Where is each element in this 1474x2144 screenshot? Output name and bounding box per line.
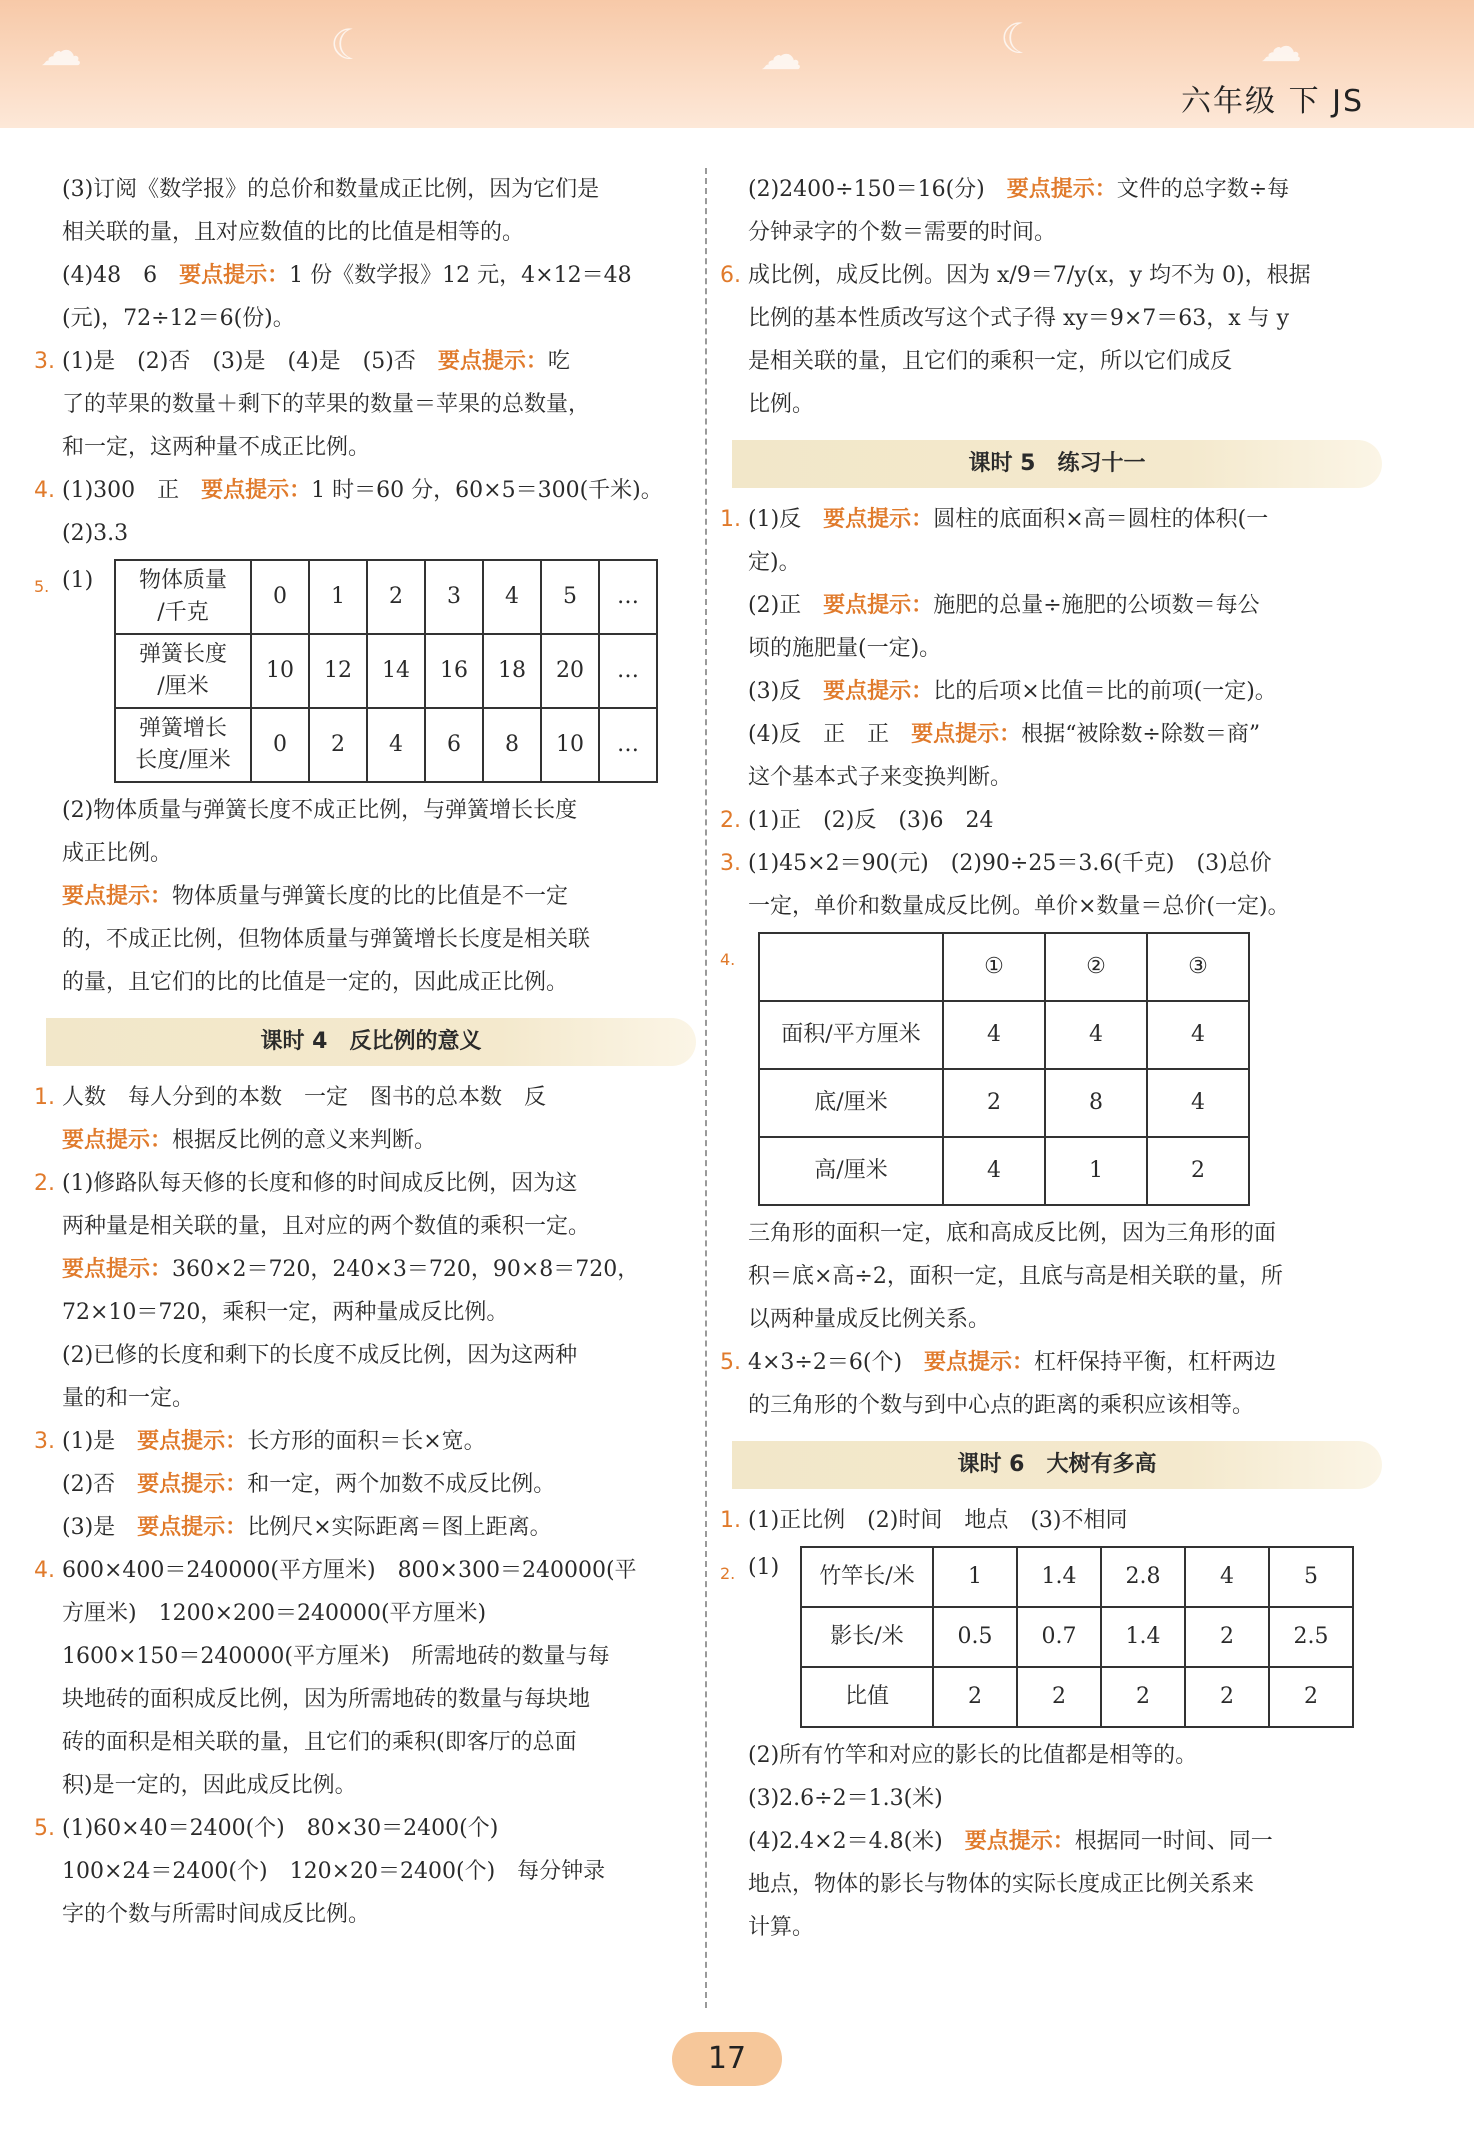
text-line: 以两种量成反比例关系。 <box>748 1307 991 1332</box>
text-line: 一定，单价和数量成反比例。单价×数量＝总价(一定)。 <box>748 894 1290 919</box>
table-cell: 高/厘米 <box>759 1137 943 1205</box>
table-cell: 4 <box>1147 1069 1249 1137</box>
table-cell: 18 <box>483 634 541 708</box>
text-line: 量的和一定。 <box>62 1386 195 1411</box>
right-column <box>720 168 1400 1949</box>
table-cell: 2 <box>1269 1667 1353 1727</box>
table-row <box>759 1137 1249 1205</box>
table-cell: 4 <box>1185 1547 1269 1607</box>
table-row <box>759 1069 1249 1137</box>
table-row <box>801 1667 1353 1727</box>
table-cell: 14 <box>367 634 425 708</box>
text-line: 这个基本式子来变换判断。 <box>748 765 1013 790</box>
question-1: 1. (1)反 要点提示：圆柱的底面积×高＝圆柱的体积(一 <box>720 507 1269 532</box>
question-2: 2. (1)正 (2)反 (3)6 24 <box>720 808 994 833</box>
table-cell: 2.8 <box>1101 1547 1185 1607</box>
text-line: 定)。 <box>748 550 801 575</box>
text-line: 方厘米) 1200×200＝240000(平方厘米) <box>62 1601 487 1626</box>
question-1: 1. 人数 每人分到的本数 一定 图书的总本数 反 <box>34 1085 547 1110</box>
text-line: 是相关联的量，且它们的乘积一定，所以它们成反 <box>748 349 1233 374</box>
table-cell <box>759 933 943 1001</box>
table-cell: 2 <box>1185 1667 1269 1727</box>
question-5: 5. 4×3÷2＝6(个) 要点提示：杠杆保持平衡，杠杆两边 <box>720 1350 1277 1375</box>
table-cell: 比值 <box>801 1667 933 1727</box>
table-cell: 0 <box>251 708 309 782</box>
table-cell: 1 <box>309 560 367 634</box>
text-line: 要点提示：物体质量与弹簧长度的比的比值是不一定 <box>62 884 569 909</box>
table-cell: 10 <box>251 634 309 708</box>
section-lesson-4: 课时 4 反比例的意义 <box>46 1018 696 1066</box>
text-line: 分钟录字的个数＝需要的时间。 <box>748 220 1057 245</box>
table-cell: ② <box>1045 933 1147 1001</box>
question-3: 3. (1)是 (2)否 (3)是 (4)是 (5)否 要点提示：吃 <box>34 349 570 374</box>
cloud-icon: ☁ <box>40 26 82 75</box>
table-cell: 8 <box>1045 1069 1147 1137</box>
text-line: 72×10＝720，乘积一定，两种量成反比例。 <box>62 1300 509 1325</box>
table-row <box>115 708 657 782</box>
text-line: (2)正 要点提示：施肥的总量÷施肥的公顷数＝每公 <box>748 593 1260 618</box>
moon-icon: ☾ <box>330 20 368 69</box>
section-lesson-6: 课时 6 大树有多高 <box>732 1441 1382 1489</box>
table-cell: 4 <box>943 1001 1045 1069</box>
question-3: 3. (1)是 要点提示：长方形的面积＝长×宽。 <box>34 1429 486 1454</box>
text-line: (2)物体质量与弹簧长度不成正比例，与弹簧增长长度 <box>62 798 578 823</box>
table-cell: 2 <box>309 708 367 782</box>
table-row <box>115 560 657 634</box>
triangle-table <box>758 932 1250 1206</box>
table-cell: 5 <box>541 560 599 634</box>
table-cell: … <box>599 708 657 782</box>
table-cell: 1.4 <box>1101 1607 1185 1667</box>
table-cell: 4 <box>483 560 541 634</box>
table-cell: 2 <box>1147 1137 1249 1205</box>
table-cell: 物体质量 /千克 <box>115 560 251 634</box>
table-cell: 弹簧增长 长度/厘米 <box>115 708 251 782</box>
question-3: 3. (1)45×2＝90(元) (2)90÷25＝3.6(千克) (3)总价 <box>720 851 1272 876</box>
text-line: 100×24＝2400(个) 120×20＝2400(个) 每分钟录 <box>62 1859 606 1884</box>
text-line: 要点提示：360×2＝720，240×3＝720，90×8＝720， <box>62 1257 640 1282</box>
text-line: 积＝底×高÷2，面积一定，且底与高是相关联的量，所 <box>748 1264 1283 1289</box>
table-row <box>759 933 1249 1001</box>
table-cell: 2 <box>1017 1667 1101 1727</box>
text-line: 地点，物体的影长与物体的实际长度成正比例关系来 <box>748 1872 1255 1897</box>
text-line: 相关联的量，且对应数值的比的比值是相等的。 <box>62 220 525 245</box>
text-line: 顷的施肥量(一定)。 <box>748 636 942 661</box>
table-cell: 影长/米 <box>801 1607 933 1667</box>
page-number: 17 <box>672 2032 782 2086</box>
section-lesson-5: 课时 5 练习十一 <box>732 440 1382 488</box>
table-cell: 8 <box>483 708 541 782</box>
table-cell: 12 <box>309 634 367 708</box>
text-line: 的三角形的个数与到中心点的距离的乘积应该相等。 <box>748 1393 1255 1418</box>
text-line: 块地砖的面积成反比例，因为所需地砖的数量与每块地 <box>62 1687 591 1712</box>
text-line: 的量，且它们的比的比值是一定的，因此成正比例。 <box>62 970 569 995</box>
table-cell: 3 <box>425 560 483 634</box>
table-row <box>115 634 657 708</box>
table-cell: 6 <box>425 708 483 782</box>
question-2: 2. (1)修路队每天修的长度和修的时间成反比例，因为这 <box>34 1171 578 1196</box>
header-banner <box>0 0 1474 128</box>
table-cell: 竹竿长/米 <box>801 1547 933 1607</box>
table-cell: 2 <box>933 1667 1017 1727</box>
text-line: (元)，72÷12＝6(份)。 <box>62 306 295 331</box>
table-cell: 0.5 <box>933 1607 1017 1667</box>
text-line: (2)否 要点提示：和一定，两个加数不成反比例。 <box>62 1472 556 1497</box>
text-line: 的，不成正比例，但物体质量与弹簧增长长度是相关联 <box>62 927 591 952</box>
text-line: (3)订阅《数学报》的总价和数量成正比例，因为它们是 <box>62 177 600 202</box>
text-line: (3)是 要点提示：比例尺×实际距离＝图上距离。 <box>62 1515 552 1540</box>
table-cell: 2 <box>1101 1667 1185 1727</box>
text-line: (2)所有竹竿和对应的影长的比值都是相等的。 <box>748 1743 1198 1768</box>
text-line: 两种量是相关联的量，且对应的两个数值的乘积一定。 <box>62 1214 591 1239</box>
question-1: 1. (1)正比例 (2)时间 地点 (3)不相同 <box>720 1508 1128 1533</box>
text-line: 三角形的面积一定，底和高成反比例，因为三角形的面 <box>748 1221 1277 1246</box>
cloud-icon: ☁ <box>760 30 802 79</box>
table-cell: … <box>599 560 657 634</box>
text-line: 积)是一定的，因此成反比例。 <box>62 1773 357 1798</box>
table-cell: 4 <box>1045 1001 1147 1069</box>
question-5: 5. (1)60×40＝2400(个) 80×30＝2400(个) <box>34 1816 499 1841</box>
question-5: 5. (1) 物体质量 /千克 0 1 2 3 4 5 … 弹簧长度 /厘米 10 12 14 16 18 20 … 弹簧增长 长度/厘米 0 2 4 6 8 10 … <box>34 559 714 783</box>
text-line: 比例的基本性质改写这个式子得 xy＝9×7＝63，x 与 y <box>748 306 1290 331</box>
table-cell: 1 <box>933 1547 1017 1607</box>
table-cell: 面积/平方厘米 <box>759 1001 943 1069</box>
text-line: 成正比例。 <box>62 841 173 866</box>
text-line: (2)3.3 <box>62 521 129 546</box>
text-line: (3)反 要点提示：比的后项×比值＝比的前项(一定)。 <box>748 679 1277 704</box>
moon-icon: ☾ <box>1000 14 1038 63</box>
text-line: 比例。 <box>748 392 815 417</box>
question-6: 6. 成比例，成反比例。因为 x/9＝7/y(x，y 均不为 0)，根据 <box>720 263 1311 288</box>
text-line: (4)2.4×2＝4.8(米) 要点提示：根据同一时间、同一 <box>748 1829 1273 1854</box>
text-line: (2)2400÷150＝16(分) 要点提示：文件的总字数÷每 <box>748 177 1290 202</box>
question-4: 4. 600×400＝240000(平方厘米) 800×300＝240000(平 <box>34 1558 637 1583</box>
table-cell: ③ <box>1147 933 1249 1001</box>
table-cell: 0 <box>251 560 309 634</box>
left-column <box>34 168 714 1936</box>
table-cell: 10 <box>541 708 599 782</box>
table-row <box>801 1607 1353 1667</box>
text-line: (4)反 正 正 要点提示：根据“被除数÷除数＝商” <box>748 722 1261 747</box>
table-cell: 4 <box>1147 1001 1249 1069</box>
text-line: 计算。 <box>748 1915 815 1940</box>
text-line: 1600×150＝240000(平方厘米) 所需地砖的数量与每 <box>62 1644 610 1669</box>
text-line: 字的个数与所需时间成反比例。 <box>62 1902 371 1927</box>
text-line: 砖的面积是相关联的量，且它们的乘积(即客厅的总面 <box>62 1730 577 1755</box>
text-line: 了的苹果的数量＋剩下的苹果的数量＝苹果的总数量， <box>62 392 591 417</box>
text-line: 和一定，这两种量不成正比例。 <box>62 435 371 460</box>
table-cell: … <box>599 634 657 708</box>
shadow-table <box>800 1546 1354 1728</box>
cloud-icon: ☁ <box>1260 22 1302 71</box>
text-line: (3)2.6÷2＝1.3(米) <box>748 1786 943 1811</box>
text-line: 要点提示：根据反比例的意义来判断。 <box>62 1128 437 1153</box>
question-4: 4. ① ② ③ 面积/平方厘米 4 4 4 底/厘米 2 8 4 高/厘米 4 1 2 <box>720 932 1400 1206</box>
question-2: 2. (1) 竹竿长/米 1 1.4 2.8 4 5 影长/米 0.5 0.7 1.4 2 2.5 比值 2 2 2 2 2 <box>720 1546 1400 1728</box>
table-cell: ① <box>943 933 1045 1001</box>
table-cell: 4 <box>943 1137 1045 1205</box>
table-cell: 2 <box>367 560 425 634</box>
table-cell: 4 <box>367 708 425 782</box>
table-row <box>801 1547 1353 1607</box>
table-cell: 底/厘米 <box>759 1069 943 1137</box>
spring-table <box>114 559 658 783</box>
text-line: (4)48 6 要点提示：1 份《数学报》12 元，4×12＝48 <box>62 263 632 288</box>
table-cell: 弹簧长度 /厘米 <box>115 634 251 708</box>
table-cell: 2.5 <box>1269 1607 1353 1667</box>
table-cell: 16 <box>425 634 483 708</box>
table-cell: 5 <box>1269 1547 1353 1607</box>
grade-label: 六年级 下 JS <box>1181 84 1364 119</box>
table-cell: 2 <box>943 1069 1045 1137</box>
table-cell: 0.7 <box>1017 1607 1101 1667</box>
table-cell: 1.4 <box>1017 1547 1101 1607</box>
table-cell: 20 <box>541 634 599 708</box>
table-cell: 1 <box>1045 1137 1147 1205</box>
table-row <box>759 1001 1249 1069</box>
question-4: 4. (1)300 正 要点提示：1 时＝60 分，60×5＝300(千米)。 <box>34 478 663 503</box>
text-line: (2)已修的长度和剩下的长度不成反比例，因为这两种 <box>62 1343 578 1368</box>
table-cell: 2 <box>1185 1607 1269 1667</box>
